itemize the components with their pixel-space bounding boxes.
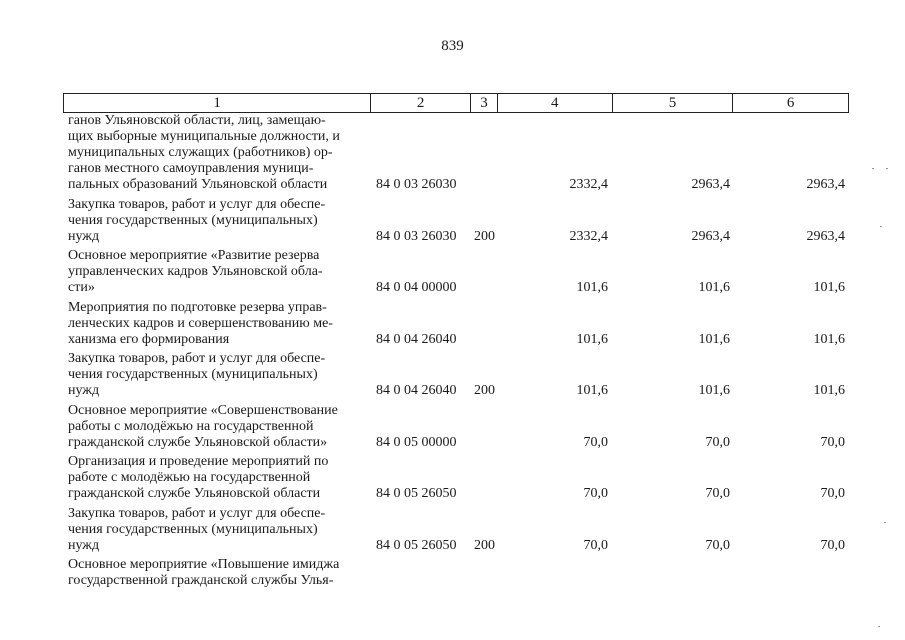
amount-col-4: 70,0	[583, 434, 608, 450]
description-line: гражданской службе Ульяновской области»	[68, 434, 328, 450]
amount-col-5: 101,6	[698, 280, 730, 295]
description-line: чения государственных (муниципальных)	[68, 521, 318, 537]
budget-code: 84 0 04 26040	[376, 331, 457, 347]
table-row	[0, 454, 905, 506]
amount-col-4: 101,6	[576, 331, 608, 347]
amount-col-4: 2332,4	[569, 177, 608, 192]
description-line: Основное мероприятие «Совершенствование	[68, 402, 338, 418]
amount-col-4: 101,6	[576, 280, 608, 295]
description-line: Организация и проведение мероприятий по	[68, 454, 329, 469]
table-header	[63, 93, 849, 113]
row-description	[68, 557, 366, 589]
amount-col-4: 2332,4	[569, 228, 608, 244]
description-line: нужд	[68, 228, 100, 244]
scan-speck	[886, 168, 888, 169]
amount-col-5: 70,0	[705, 434, 730, 450]
amount-col-4: 70,0	[583, 486, 608, 501]
amount-col-6: 101,6	[813, 383, 845, 398]
amount-col-6: 70,0	[820, 434, 845, 450]
table-row	[0, 248, 905, 300]
description-line: Мероприятия по подготовке резерва управ-	[68, 299, 327, 315]
row-description	[68, 506, 366, 554]
description-line: ханизма его формирования	[68, 331, 230, 347]
scan-speck	[880, 226, 882, 227]
description-line: нужд	[68, 537, 100, 553]
page-number: 839	[441, 38, 464, 54]
scan-speck	[878, 626, 880, 627]
budget-code: 84 0 03 26030	[376, 177, 457, 192]
description-line: Закупка товаров, работ и услуг для обеспе-	[68, 351, 326, 366]
table-row	[0, 557, 905, 593]
row-description	[68, 113, 366, 193]
header-col-1: 1	[64, 94, 371, 112]
row-description	[68, 248, 366, 296]
row-description	[68, 454, 366, 502]
table-row	[0, 300, 905, 352]
amount-col-5: 101,6	[698, 383, 730, 398]
budget-code: 84 0 03 26030	[376, 228, 457, 244]
expense-type: 200	[474, 383, 495, 398]
table-row	[0, 351, 905, 403]
description-line: ленческих кадров и совершенствованию ме-	[68, 315, 333, 331]
table-row	[0, 197, 905, 249]
amount-col-4: 70,0	[583, 537, 608, 553]
row-description	[68, 403, 366, 451]
scan-speck	[884, 522, 886, 523]
header-col-6: 6	[786, 95, 795, 111]
description-line: работы с молодёжью на государственной	[68, 418, 314, 434]
budget-code: 84 0 04 26040	[376, 383, 457, 398]
header-col-4: 4	[498, 94, 613, 112]
table-row	[0, 506, 905, 558]
description-line: работе с молодёжью на государственной	[68, 470, 311, 485]
expense-type: 200	[474, 228, 495, 244]
table-row	[0, 113, 905, 197]
amount-col-5: 70,0	[705, 486, 730, 501]
header-col-3: 3	[471, 94, 498, 112]
scan-speck	[872, 168, 874, 169]
budget-code: 84 0 05 26050	[376, 537, 457, 553]
table-row	[0, 403, 905, 455]
description-line: государственной гражданской службы Улья-	[68, 573, 334, 588]
amount-col-6: 70,0	[820, 486, 845, 501]
description-line: Закупка товаров, работ и услуг для обеспе-	[68, 196, 326, 212]
description-line: Закупка товаров, работ и услуг для обеспе-	[68, 505, 326, 521]
description-line: нужд	[68, 383, 100, 398]
description-line: чения государственных (муниципальных)	[68, 367, 318, 382]
header-col-5: 5	[613, 94, 734, 112]
description-line: пальных образований Ульяновской области	[68, 177, 328, 192]
description-line: щих выборные муниципальные должности, и	[68, 129, 340, 144]
budget-code: 84 0 05 26050	[376, 486, 457, 501]
amount-col-5: 2963,4	[691, 228, 730, 244]
row-description	[68, 351, 366, 399]
description-line: Основное мероприятие «Развитие резерва	[68, 248, 320, 263]
budget-code: 84 0 05 00000	[376, 434, 457, 450]
amount-col-5: 101,6	[698, 331, 730, 347]
amount-col-6: 2963,4	[806, 177, 845, 192]
description-line: чения государственных (муниципальных)	[68, 212, 318, 228]
row-description	[68, 300, 366, 348]
amount-col-6: 101,6	[813, 280, 845, 295]
row-description	[68, 197, 366, 245]
expense-type: 200	[474, 537, 495, 553]
budget-code: 84 0 04 00000	[376, 280, 457, 295]
description-line: гражданской службе Ульяновской области	[68, 486, 321, 501]
description-line: управленческих кадров Ульяновской обла-	[68, 264, 323, 279]
amount-col-6: 101,6	[813, 331, 845, 347]
description-line: ганов Ульяновской области, лиц, замещаю-	[68, 113, 326, 128]
amount-col-6: 2963,4	[806, 228, 845, 244]
amount-col-5: 70,0	[705, 537, 730, 553]
description-line: Основное мероприятие «Повышение имиджа	[68, 557, 340, 572]
description-line: ганов местного самоуправления муници-	[68, 161, 314, 176]
amount-col-6: 70,0	[820, 537, 845, 553]
header-col-2: 2	[371, 94, 471, 112]
amount-col-4: 101,6	[576, 383, 608, 398]
amount-col-5: 2963,4	[691, 177, 730, 192]
description-line: муниципальных служащих (работников) ор-	[68, 145, 333, 160]
description-line: сти»	[68, 280, 95, 295]
